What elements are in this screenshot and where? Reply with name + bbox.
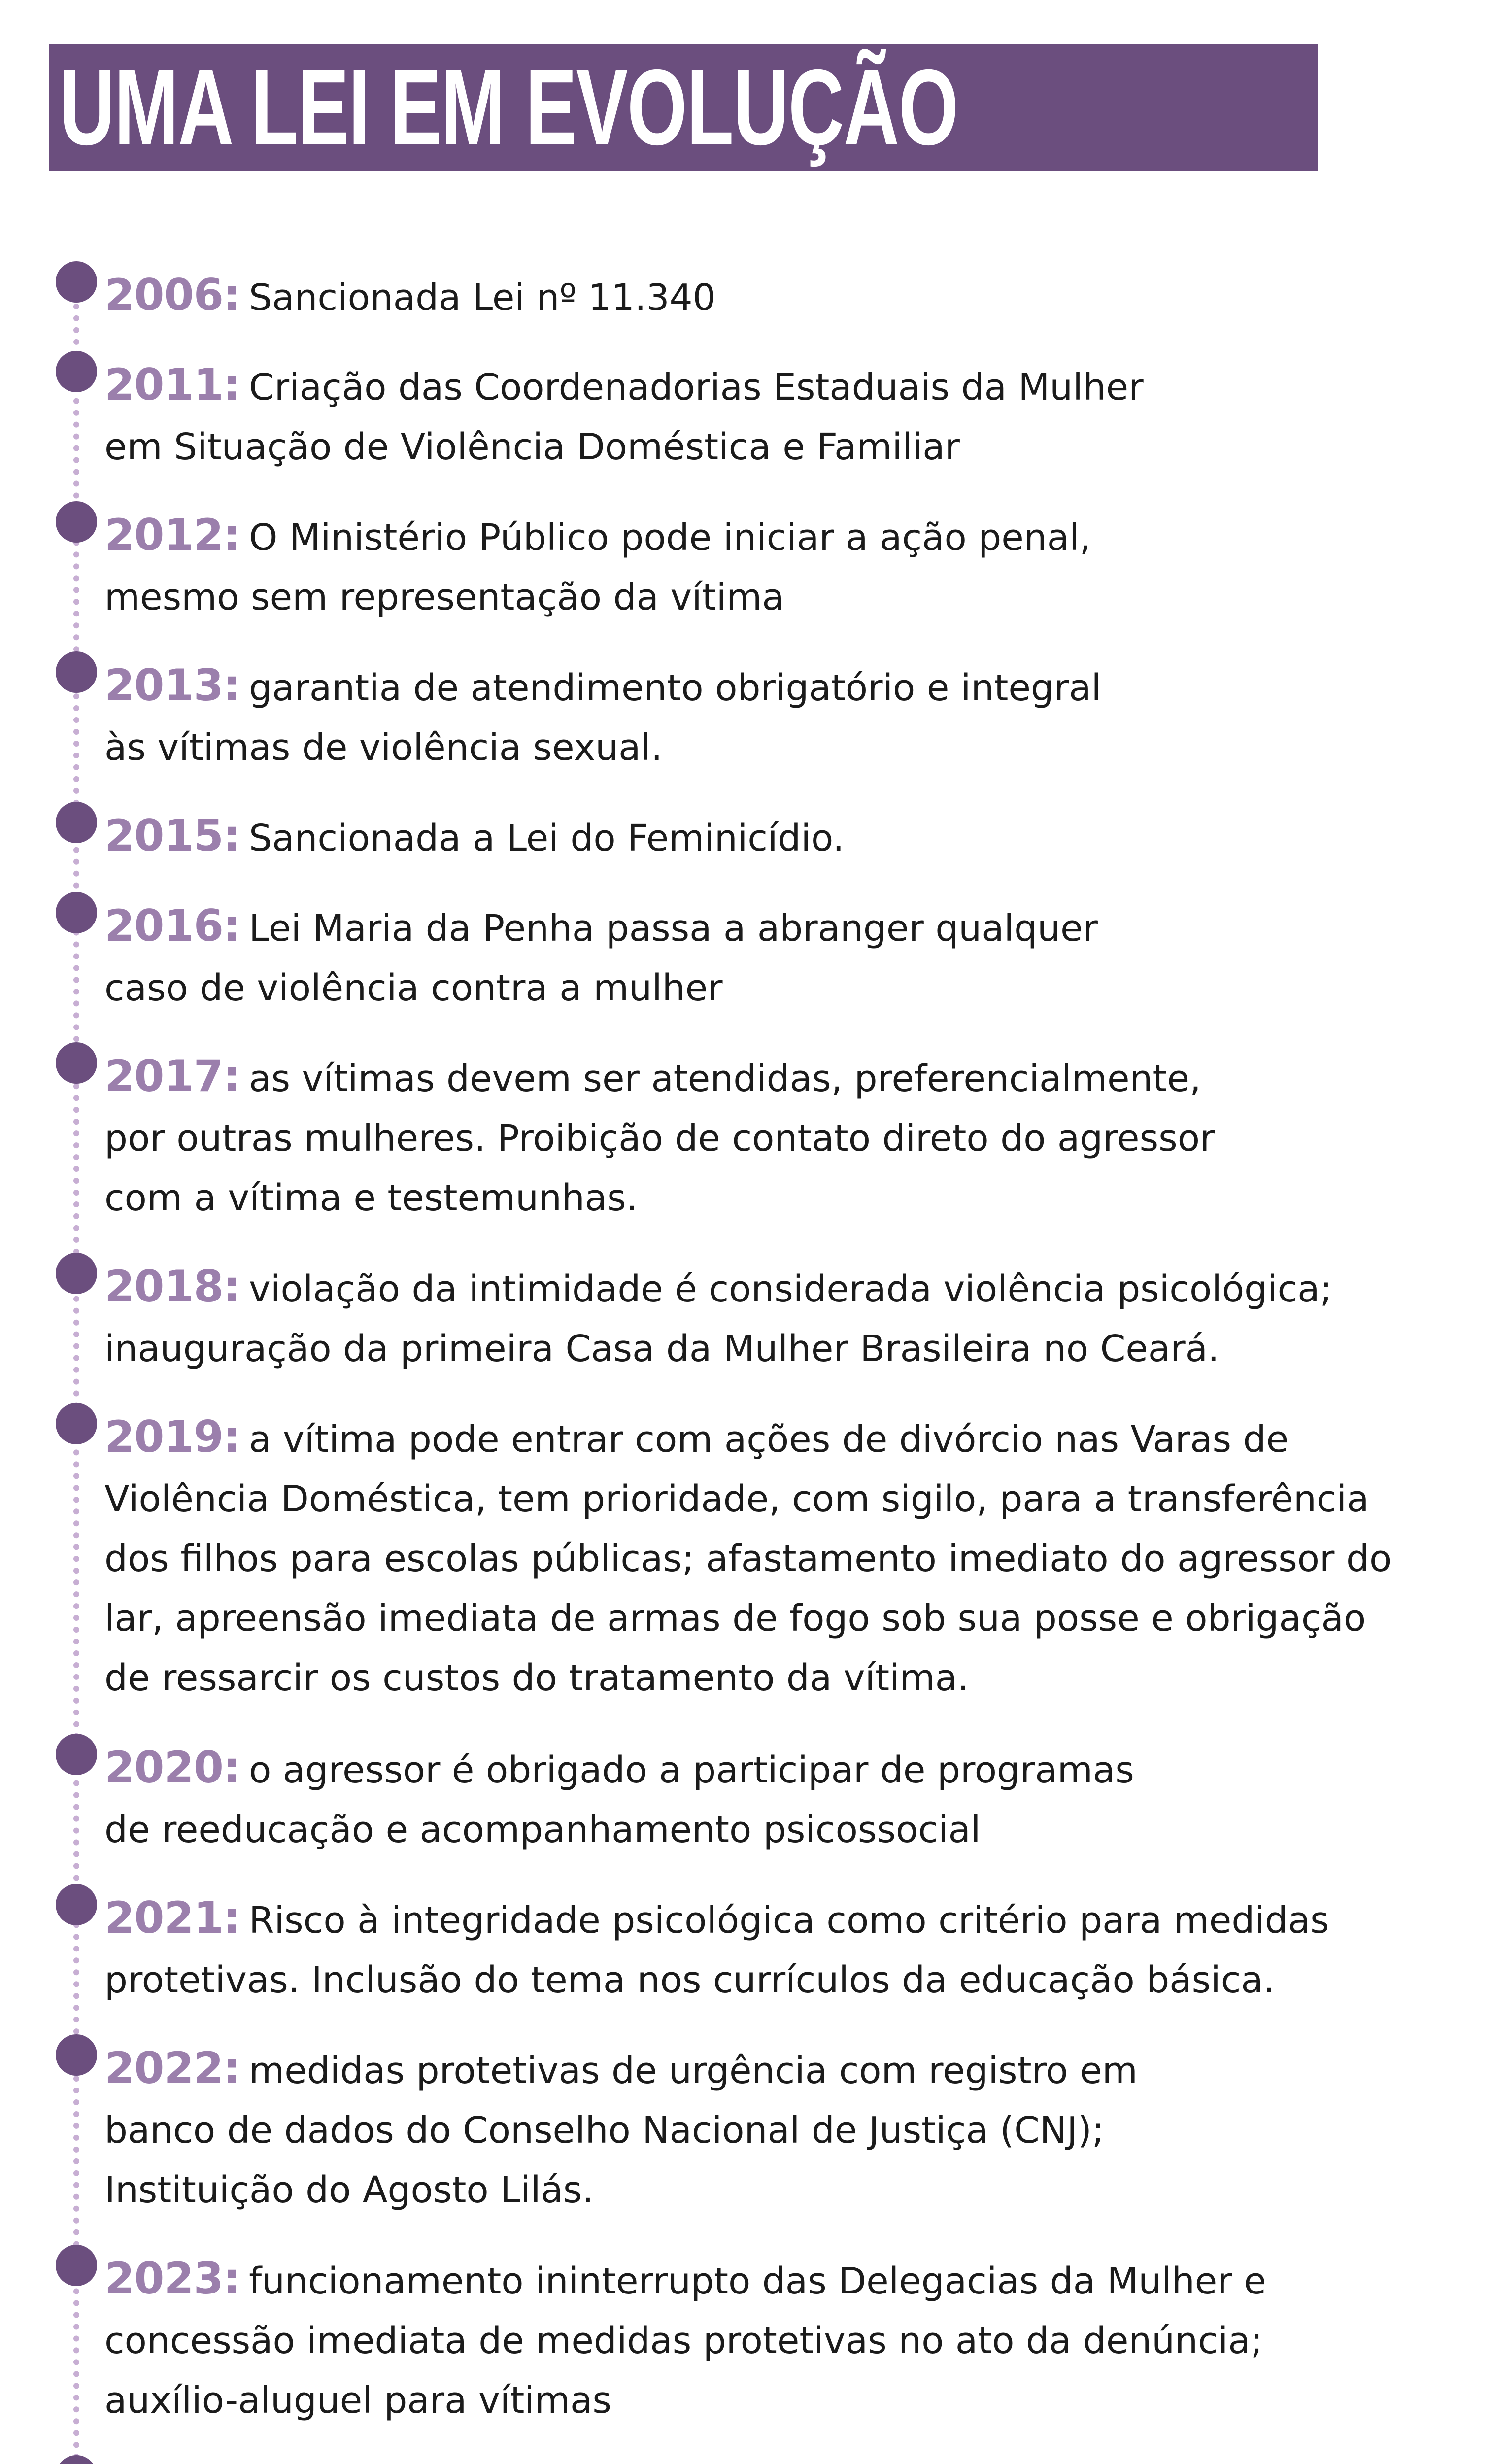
entry-year: 2020:: [104, 1742, 240, 1793]
entry-year: 2015:: [104, 810, 240, 861]
entry-text: [104, 505, 1445, 627]
entry-text: [104, 2038, 1445, 2220]
entry-text: [104, 896, 1445, 1018]
entry-year: 2022:: [104, 2043, 240, 2093]
entry-year: 2019:: [104, 1411, 240, 1462]
timeline-dot: [56, 501, 97, 543]
entry-year: 2016:: [104, 900, 240, 951]
entry-description: garantia de atendimento obrigatório e integral às vítimas de violência sexual.: [104, 667, 1102, 769]
timeline-dot: [56, 802, 97, 843]
entry-text: [104, 1257, 1445, 1379]
timeline-dot: [56, 892, 97, 933]
entry-text: [104, 1407, 1445, 1708]
entry-text: [104, 806, 1445, 868]
timeline-dot: [56, 2034, 97, 2076]
entry-text: [104, 1888, 1445, 2010]
timeline-dot: [56, 1042, 97, 1084]
entry-description: violação da intimidade é considerada violência psicológica; inauguração da primeira Casa da Mulher Brasileira no Ceará.: [104, 1268, 1332, 1370]
timeline-dot: [56, 2455, 97, 2464]
entry-description: a vítima pode entrar com ações de divórcio nas Varas de Violência Doméstica, tem prioridade, com sigilo, para a transferência dos filhos para escolas públicas; afastamento imediato do agressor do lar, apreensão imediata de armas de fogo sob sua posse e obrigação de ressarcir os custos do tratamento da vítima.: [104, 1418, 1392, 1699]
entry-description: o agressor é obrigado a participar de programas de reeducação e acompanhamento psicossocial: [104, 1749, 1134, 1851]
page-title: UMA LEI EM EVOLUÇÃO: [59, 48, 958, 168]
entry-text: [104, 655, 1445, 778]
title-banner: [49, 44, 1318, 171]
entry-year: 2012:: [104, 510, 240, 560]
timeline-dot: [56, 1403, 97, 1444]
entry-year: 2013:: [104, 660, 240, 711]
entry-description: Sancionada a Lei do Feminicídio.: [249, 817, 845, 859]
entry-text: [104, 265, 1445, 328]
timeline-dot: [56, 1734, 97, 1775]
entry-year: 2018:: [104, 1261, 240, 1312]
entry-text: [104, 2459, 1445, 2464]
entry-text: [104, 2249, 1445, 2430]
entry-description: Criação das Coordenadorias Estaduais da Mulher em Situação de Violência Doméstica e Familiar: [104, 366, 1144, 468]
entry-description: Risco à integridade psicológica como critério para medidas protetivas. Inclusão do tema nos currículos da educação básica.: [104, 1899, 1329, 2001]
entry-description: medidas protetivas de urgência com registro em banco de dados do Conselho Nacional de Justiça (CNJ); Instituição do Agosto Lilás.: [104, 2050, 1138, 2211]
entry-year: 2017:: [104, 1051, 240, 1101]
timeline-dot: [56, 1884, 97, 1925]
entry-year: 2023:: [104, 2253, 240, 2304]
entry-text: [104, 1738, 1445, 1860]
entry-description: O Ministério Público pode iniciar a ação penal, mesmo sem representação da vítima: [104, 516, 1091, 618]
timeline-dot: [56, 651, 97, 693]
timeline-dot: [56, 1253, 97, 1294]
entry-year: 2011:: [104, 359, 240, 410]
timeline-line: [73, 280, 79, 2464]
entry-description: funcionamento ininterrupto das Delegacias da Mulher e concessão imediata de medidas protetivas no ato da denúncia; auxílio-aluguel para vítimas: [104, 2260, 1266, 2422]
timeline-dot: [56, 351, 97, 392]
entry-year: 2021:: [104, 1892, 240, 1943]
entry-text: [104, 1046, 1445, 1228]
entry-text: [104, 355, 1445, 477]
entry-description: Lei Maria da Penha passa a abranger qualquer caso de violência contra a mulher: [104, 907, 1098, 1009]
entry-description: Sancionada Lei nº 11.340: [249, 276, 716, 319]
timeline-dot: [56, 2245, 97, 2286]
entry-year: 2006:: [104, 270, 240, 320]
timeline-dot: [56, 261, 97, 303]
entry-description: as vítimas devem ser atendidas, preferencialmente, por outras mulheres. Proibição de contato direto do agressor com a vítima e testemunhas.: [104, 1058, 1215, 1219]
